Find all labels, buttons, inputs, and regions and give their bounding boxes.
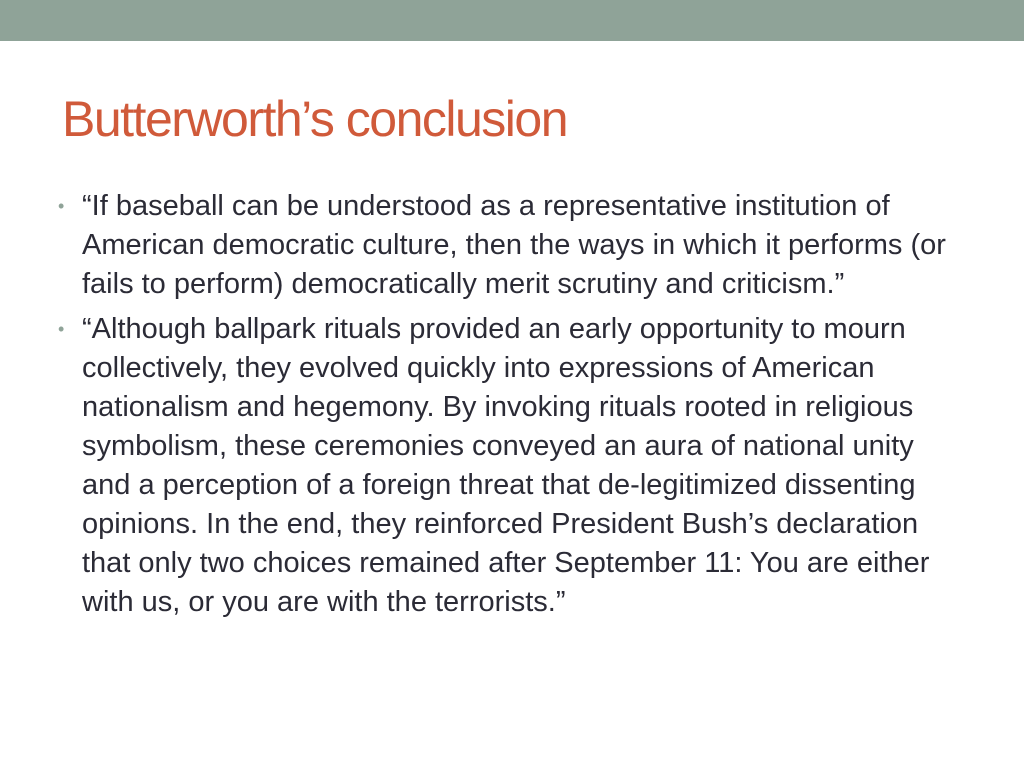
bullet-text: “Although ballpark rituals provided an early opportunity to mourn collectively, they evolved quickly into expressions of American nationalism and hegemony. By invoking rituals rooted in religious symbolism, these ceremonies conveyed an aura of national unity and a perception of a foreign threat that de-legitimized dissenting opinions. In the end, they reinforced President Bush’s declaration that only two choices remained after September 11: You are either with us, or you are with the terrorists.” [82, 313, 930, 618]
bullet-list [58, 187, 968, 628]
bullet-text: “If baseball can be understood as a representative institution of American democratic culture, then the ways in which it performs (or fails to perform) democratically merit scrutiny and criticism.” [82, 190, 946, 300]
bullet-dot-icon: • [58, 319, 65, 339]
top-accent-band [0, 0, 1024, 41]
bullet-dot-icon: • [58, 196, 65, 216]
slide-title: Butterworth’s conclusion [62, 91, 568, 147]
bullet-item [58, 310, 968, 622]
bullet-item [58, 187, 968, 304]
